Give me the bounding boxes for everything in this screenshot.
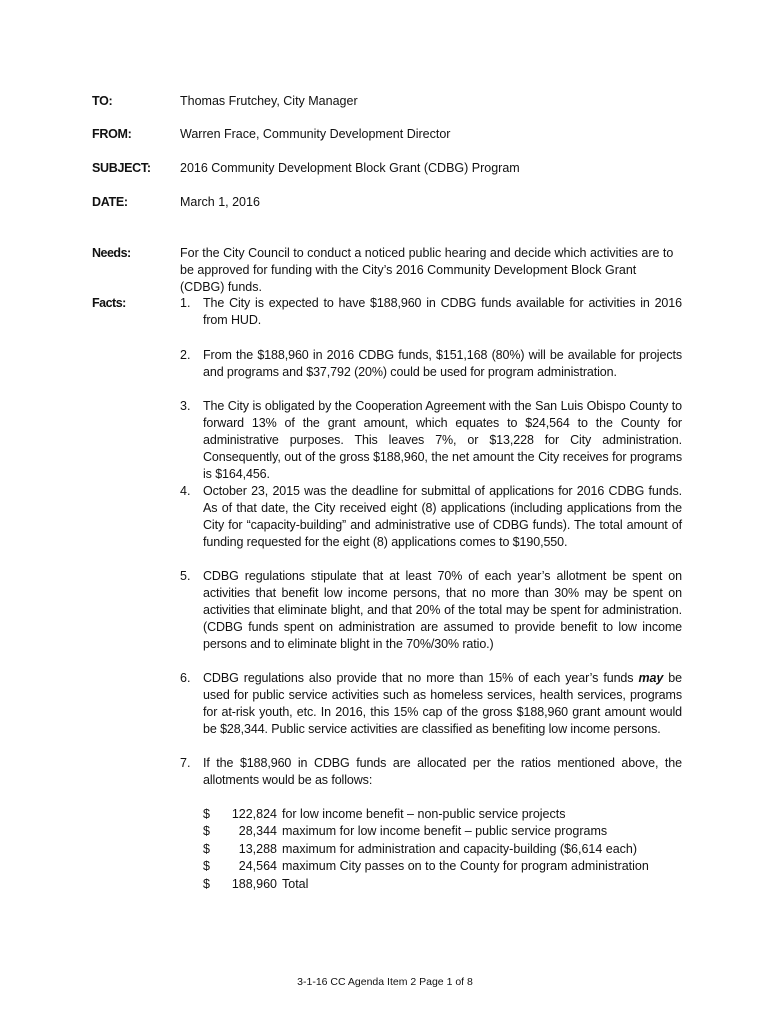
allotment-dollar: $	[203, 876, 210, 891]
fact-text	[203, 670, 682, 738]
from-label: FROM:	[92, 127, 132, 141]
allotment-dollar: $	[203, 841, 210, 856]
fact-item-5	[180, 568, 682, 653]
allotment-amount: 122,824	[231, 807, 277, 821]
fact-item-2	[180, 347, 682, 381]
fact-number: 3.	[180, 399, 191, 413]
from-value: Warren Frace, Community Development Director	[180, 127, 451, 141]
to-label: TO:	[92, 94, 113, 108]
allotment-desc: maximum for administration and capacity-building ($6,614 each)	[282, 841, 638, 856]
allotment-row-underlined	[203, 858, 649, 875]
allotment-desc: for low income benefit – non-public service projects	[282, 807, 566, 821]
fact-number: 5.	[180, 569, 191, 583]
allotment-table	[203, 806, 649, 893]
fact-text: The City is obligated by the Cooperation Agreement with the San Luis Obispo County to forward 13% of the grant amount, which equates to $24,564 to the County for administrative purposes. This leaves 7%, or $13,228 for City administration. Consequently, out of the gross $188,960, the net amount the City receives for programs is $164,456.	[203, 399, 682, 481]
allotment-dollar: $	[203, 807, 210, 821]
allotment-desc: Total	[282, 876, 309, 891]
fact-number: 6.	[180, 671, 191, 685]
fact-text-after: be used for public service activities such as homeless services, health services, programs for at-risk youth, etc. In 2016, this 15% cap of the gross $188,960 grant amount would be $28,344. Public service activities are classified as benefiting low income persons.	[203, 671, 683, 736]
date-value: March 1, 2016	[180, 195, 260, 209]
fact-number: 7.	[180, 756, 191, 770]
allotment-amount: 24,564	[238, 859, 277, 874]
fact-number: 2.	[180, 348, 191, 362]
fact-item-4	[180, 483, 682, 551]
allotment-desc: maximum City passes on to the County for program administration	[282, 859, 649, 874]
fact-item-6	[180, 670, 682, 738]
fact-number: 4.	[180, 484, 191, 498]
subject-value: 2016 Community Development Block Grant (CDBG) Program	[180, 161, 520, 175]
allotment-row	[203, 841, 643, 858]
allotment-row	[203, 823, 643, 840]
facts-label: Facts:	[92, 296, 126, 310]
allotment-row	[203, 806, 643, 823]
fact-number: 1.	[180, 296, 191, 310]
fact-item-7	[180, 755, 682, 789]
fact-text: From the $188,960 in 2016 CDBG funds, $151,168 (80%) will be available for projects and programs and $37,792 (20%) could be used for program administration.	[203, 348, 682, 379]
allotment-amount: 28,344	[238, 824, 277, 839]
fact-item-1	[180, 295, 682, 329]
subject-label: SUBJECT:	[92, 161, 151, 175]
fact-text: CDBG regulations stipulate that at least 70% of each year’s allotment be spent on activities that benefit low income persons, that no more than 30% may be spent on activities that eliminate blight, and that 20% of the total may be spent for administration. (CDBG funds spent on administration are assumed to provide benefit to low income persons and to eliminate blight in the 70%/30% ratio.)	[203, 569, 682, 651]
page-footer: 3-1-16 CC Agenda Item 2 Page 1 of 8	[297, 976, 473, 988]
to-value: Thomas Frutchey, City Manager	[180, 94, 358, 108]
allotment-dollar: $	[203, 859, 210, 874]
fact-text: The City is expected to have $188,960 in CDBG funds available for activities in 2016 from HUD.	[203, 296, 682, 327]
fact-text-emphasis: may	[638, 671, 664, 685]
fact-text: If the $188,960 in CDBG funds are allocated per the ratios mentioned above, the allotments would be as follows:	[203, 756, 682, 787]
fact-text: October 23, 2015 was the deadline for submittal of applications for 2016 CDBG funds. As of that date, the City received eight (8) applications (including applications from the City for “capacity-building” and administrative use of CDBG funds). The total amount of funding requested for the eight (8) applications comes to $190,550.	[203, 484, 682, 549]
needs-text: For the City Council to conduct a noticed public hearing and decide which activities are to be approved for funding with the City’s 2016 Community Development Block Grant (CDBG) funds.	[180, 246, 674, 294]
fact-item-3	[180, 398, 682, 483]
allotment-total-row	[203, 876, 643, 893]
needs-label: Needs:	[92, 246, 131, 260]
fact-text-before: CDBG regulations also provide that no more than 15% of each year’s funds	[203, 671, 639, 685]
allotment-desc: maximum for low income benefit – public service programs	[282, 824, 608, 839]
allotment-amount: 188,960	[231, 876, 277, 891]
date-label: DATE:	[92, 195, 128, 209]
allotment-dollar: $	[203, 824, 210, 839]
allotment-amount: 13,288	[238, 841, 277, 856]
